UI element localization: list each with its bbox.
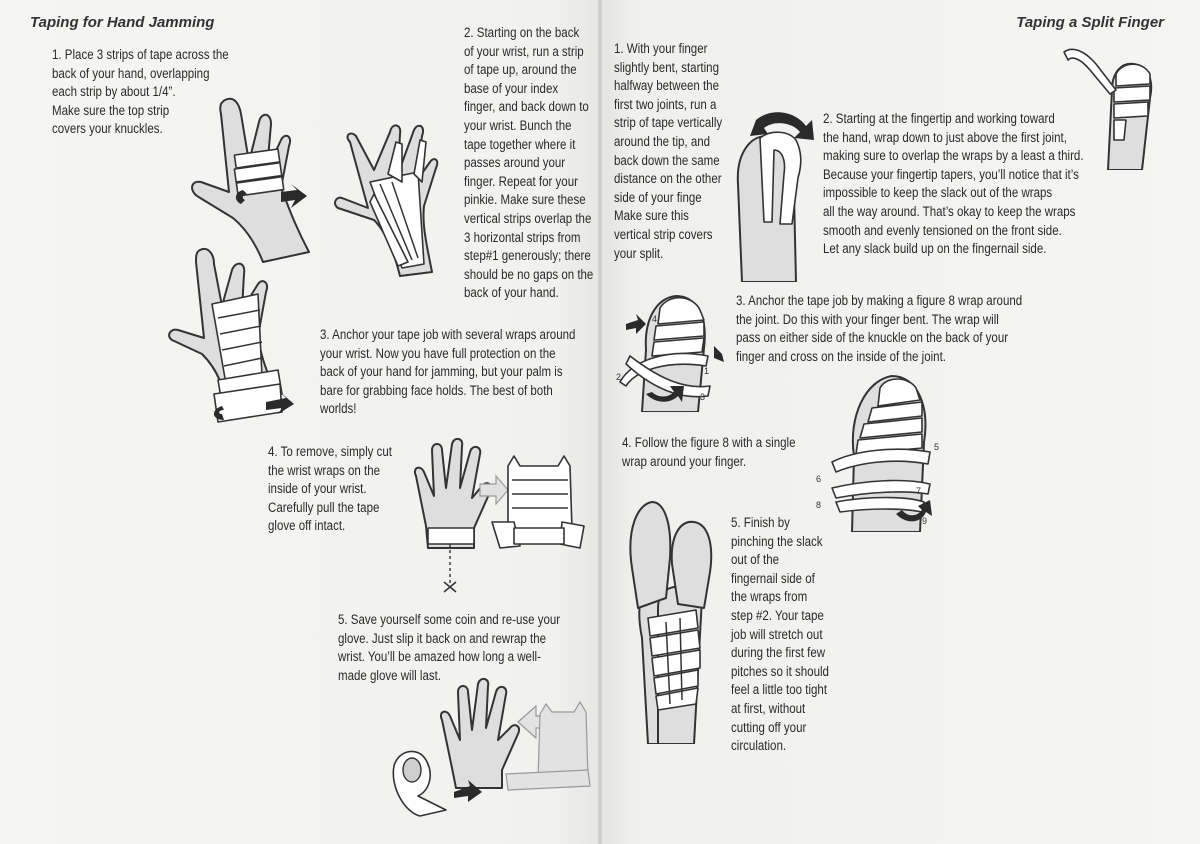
figure8-label-4: 4 [652, 314, 658, 324]
finger-vertical-strip-illustration [730, 104, 820, 282]
hand-vertical-strips-illustration [330, 112, 450, 278]
finger-pinch-slack-illustration [618, 498, 730, 744]
single-wrap-label-6: 6 [816, 474, 822, 484]
jam-step-2: 2. Starting on the back of your wrist, run a strip of tape up, around the base of your index finger, and back down to your wrist. Bunch the tape together where it passes around your finger. Repeat for your pinkie. Make sure these vertical strips overlap the 3 horizontal strips from step#1 generously; there should be no gaps on the back of your hand. [464, 25, 594, 301]
figure8-label-3: 3 [700, 392, 706, 402]
single-wrap-label-8: 8 [816, 500, 822, 510]
page-spine [598, 0, 602, 844]
finger-figure8-illustration [612, 290, 730, 412]
single-wrap-label-9: 9 [922, 516, 928, 526]
jam-step-3: 3. Anchor your tape job with several wraps around your wrist. Now you have full protection on the back of your hand for jamming, but your palm is bare for grabbing face holds. The best of both worlds! [320, 327, 576, 417]
hand-jamming-title: Taping for Hand Jamming [30, 14, 215, 31]
jam-step-5: 5. Save yourself some coin and re-use your glove. Just slip it back on and rewrap the wrist. You’ll be amazed how long a well- made glove will last. [338, 612, 561, 683]
jam-step-4: 4. To remove, simply cut the wrist wraps on the inside of your wrist. Carefully pull the tape glove off intact. [268, 444, 392, 534]
finger-step-3: 3. Anchor the tape job by making a figure 8 wrap around the joint. Do this with your finger bent. The wrap will pass on either side of the knuckle on the back of your finger and cross on the inside of the joint. [736, 293, 1023, 364]
figure8-label-1: 1 [704, 366, 710, 376]
cut-glove-removal-illustration [404, 436, 588, 596]
hand-wrist-wraps-illustration [166, 244, 316, 428]
finger-step-1: 1. With your finger slightly bent, starting halfway between the first two joints, run a strip of tape vertically around the tip, and back down the same distance on the other side of your finge Make sure this vertical strip covers your split. [614, 41, 723, 261]
finger-tip-wrap-illustration [1054, 44, 1164, 170]
split-finger-title: Taping a Split Finger [1016, 14, 1164, 31]
finger-single-wrap-illustration [812, 366, 948, 532]
jam-step-1: 1. Place 3 strips of tape across the back of your hand, overlapping each strip by about 1/4”. Make sure the top strip covers your knuckles. [52, 47, 229, 137]
hand-horizontal-strips-illustration [185, 92, 330, 264]
reuse-glove-illustration [390, 670, 594, 818]
finger-step-4: 4. Follow the figure 8 with a single wrap around your finger. [622, 435, 796, 469]
single-wrap-label-7: 7 [916, 486, 922, 496]
finger-step-5: 5. Finish by pinching the slack out of the fingernail side of the wraps from step #2. Your tape job will stretch out during the first few pitches so it should feel a little too tight at first, without cutting off your circulation. [731, 515, 829, 754]
finger-step-2: 2. Starting at the fingertip and working toward the hand, wrap down to just above the first joint, making sure to overlap the wraps by a least a third. Because your fingertip tapers, you’ll notice that it’s impossible to keep the slack out of the wraps all the way around. That’s okay to keep the wraps smooth and evenly tensioned on the front side. Let any slack build up on the fingernail side. [823, 111, 1084, 257]
figure8-label-2: 2 [616, 372, 622, 382]
single-wrap-label-5: 5 [934, 442, 940, 452]
